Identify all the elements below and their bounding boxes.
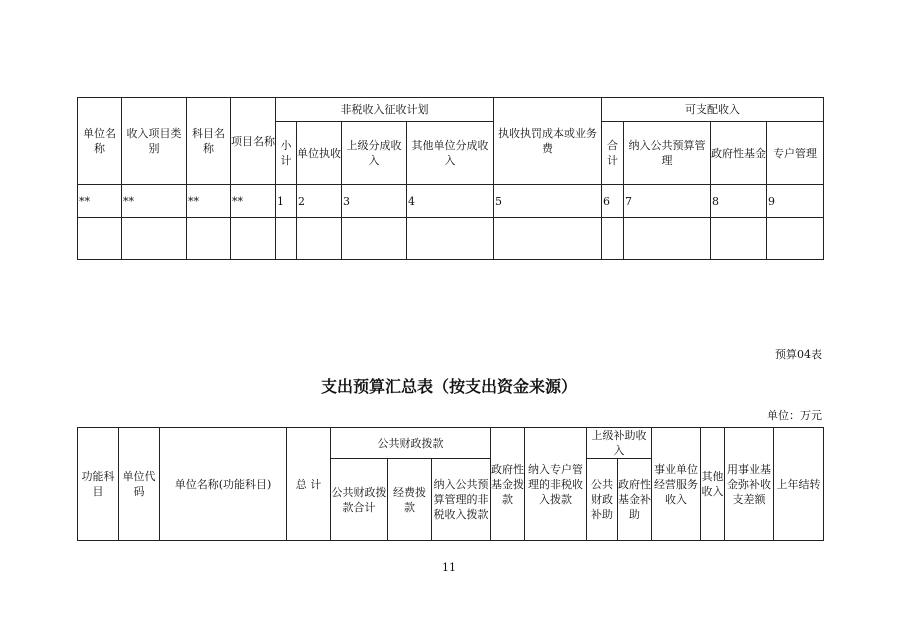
empty-cell: [78, 218, 122, 260]
table-cell: 7: [624, 185, 711, 218]
header-disposable-income: 可支配收入: [602, 98, 824, 122]
header-gov-fund-subsidy: 政府性基金补助: [618, 459, 652, 541]
header-gov-fund: 政府性基金: [711, 122, 767, 185]
header-fund-allot: 经费拨款: [388, 459, 432, 541]
table-cell: **: [122, 185, 187, 218]
table-cell: 2: [297, 185, 342, 218]
header-nontax-allot: 纳入公共预算管理的非税收入拨款: [432, 459, 491, 541]
header-unit-name: 单位名称: [78, 98, 122, 185]
header-func-subject: 功能科目: [78, 428, 119, 541]
header-nontax-plan: 非税收入征收计划: [276, 98, 494, 122]
header-subtotal: 小计: [276, 122, 297, 185]
header-penalty-cost: 执收执罚成本或业务费: [494, 98, 602, 185]
table-row: [78, 218, 824, 260]
header-carry-over: 上年结转: [774, 428, 824, 541]
header-public-budget: 纳入公共预算管理: [624, 122, 711, 185]
table-cell: 9: [767, 185, 824, 218]
header-unit-name: 单位名称(功能科目): [160, 428, 287, 541]
empty-cell: [624, 218, 711, 260]
table-cell: 5: [494, 185, 602, 218]
header-gov-fund-allot: 政府性基金拨款: [491, 428, 525, 541]
header-fund-compensate: 用事业基金弥补收支差额: [725, 428, 774, 541]
expenditure-summary-table: [77, 427, 824, 541]
table-row: [78, 185, 824, 218]
nontax-income-table: [77, 97, 824, 260]
page-number: 11: [442, 561, 456, 574]
header-special-allot: 纳入专户管理的非税收入拨款: [525, 428, 587, 541]
table-cell: **: [231, 185, 276, 218]
table-cell: 8: [711, 185, 767, 218]
empty-cell: [187, 218, 231, 260]
empty-cell: [494, 218, 602, 260]
header-public-subsidy: 公共财政补助: [587, 459, 618, 541]
table-tag: 预算04表: [775, 348, 822, 361]
header-upper-subsidy: 上级补助收入: [587, 428, 652, 459]
header-other-share: 其他单位分成收入: [407, 122, 494, 185]
header-business-income: 事业单位经营服务收入: [652, 428, 701, 541]
unit-label: 单位：万元: [767, 409, 822, 422]
header-unit-code: 单位代码: [119, 428, 160, 541]
header-public-allot-total: 公共财政拨款合计: [331, 459, 388, 541]
header-unit-collect: 单位执收: [297, 122, 342, 185]
table-cell: **: [187, 185, 231, 218]
table-cell: 4: [407, 185, 494, 218]
header-special: 专户管理: [767, 122, 824, 185]
empty-cell: [602, 218, 624, 260]
page-title: 支出预算汇总表（按支出资金来源）: [320, 377, 577, 396]
empty-cell: [276, 218, 297, 260]
table-cell: **: [78, 185, 122, 218]
header-other-income: 其他收入: [701, 428, 725, 541]
header-upper-share: 上级分成收入: [342, 122, 407, 185]
table-cell: 3: [342, 185, 407, 218]
empty-cell: [297, 218, 342, 260]
empty-cell: [767, 218, 824, 260]
header-subject-name: 科目名称: [187, 98, 231, 185]
empty-cell: [342, 218, 407, 260]
empty-cell: [122, 218, 187, 260]
empty-cell: [407, 218, 494, 260]
header-project-name: 项目名称: [231, 98, 276, 185]
header-public-allot: 公共财政拨款: [331, 428, 491, 459]
table-cell: 6: [602, 185, 624, 218]
header-total: 总 计: [287, 428, 331, 541]
table-cell: 1: [276, 185, 297, 218]
header-income-type: 收入项目类别: [122, 98, 187, 185]
empty-cell: [711, 218, 767, 260]
header-total: 合计: [602, 122, 624, 185]
empty-cell: [231, 218, 276, 260]
